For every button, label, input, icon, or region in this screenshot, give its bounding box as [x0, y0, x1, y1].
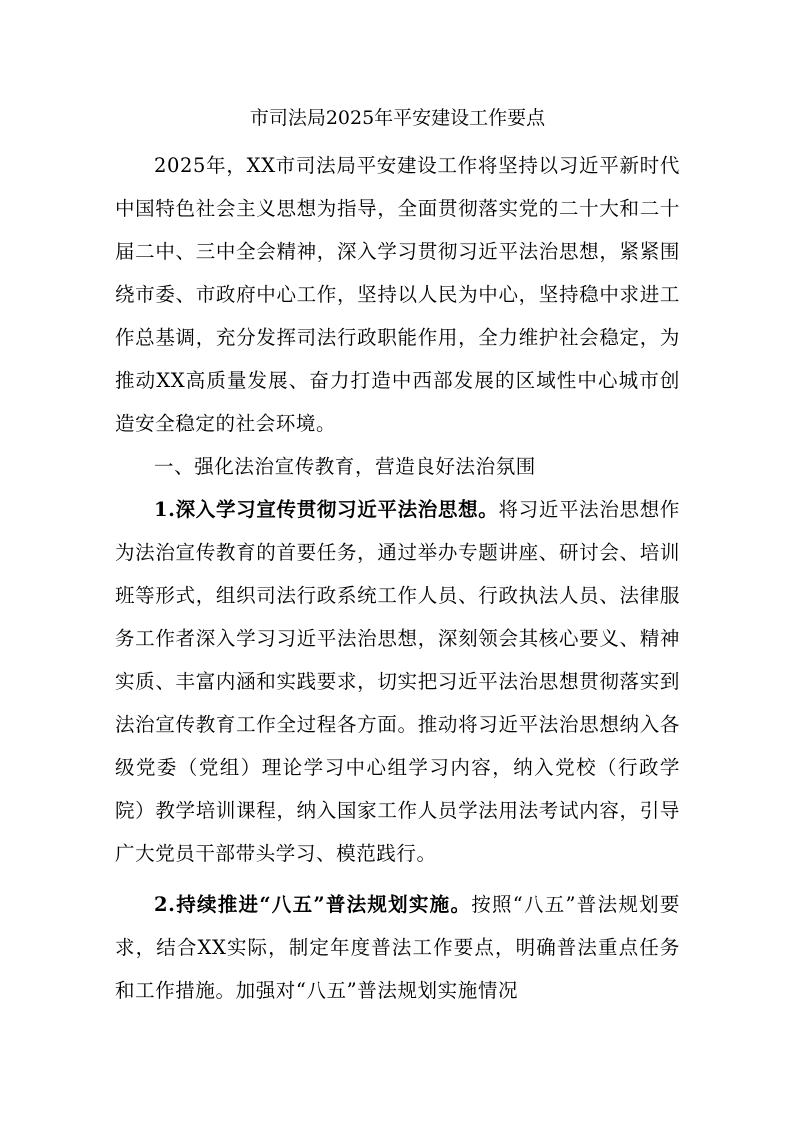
item-body: 将习近平法治思想作为法治宣传教育的首要任务，通过举办专题讲座、研讨会、培训班等形式，组织司法行政系统工作人员、行政执法人员、法律服务工作者深入学习习近平法治思想，深刻领会其核心要义、精神实质、丰富内涵和实践要求，切实把习近平法治思想贯彻落实到法治宣传教育工作全过程各方面。推动将习近平法治思想纳入各级党委（党组）理论学习中心组学习内容，纳入党校（行政学院）教学培训课程，纳入国家工作人员学法用法考试内容，引导广大党员干部带头学习、模范践行。	[115, 498, 680, 865]
item-paragraph	[115, 488, 680, 875]
item-lead: 2.持续推进“八五”普法规划实施。	[154, 893, 472, 916]
intro-paragraph: 2025年，XX市司法局平安建设工作将坚持以习近平新时代中国特色社会主义思想为指导，全面贯彻落实党的二十大和二十届二中、三中全会精神，深入学习贯彻习近平法治思想，紧紧围绕市委、市政府中心工作，坚持以人民为中心，坚持稳中求进工作总基调，充分发挥司法行政职能作用，全力维护社会稳定，为推动XX高质量发展、奋力打造中西部发展的区域性中心城市创造安全稳定的社会环境。	[115, 154, 680, 435]
section-heading: 一、强化法治宣传教育，营造良好法治氛围	[154, 455, 536, 478]
document-body	[115, 92, 680, 1012]
item-body: 按照“八五”普法规划要求，结合XX实际，制定年度普法工作要点，明确普法重点任务和工作措施。加强对“八五”普法规划实施情况	[115, 893, 680, 1002]
item-paragraph	[115, 883, 680, 1012]
document-title: 市司法局2025年平安建设工作要点	[249, 107, 546, 129]
item-lead: 1.深入学习宣传贯彻习近平法治思想。	[154, 498, 499, 521]
